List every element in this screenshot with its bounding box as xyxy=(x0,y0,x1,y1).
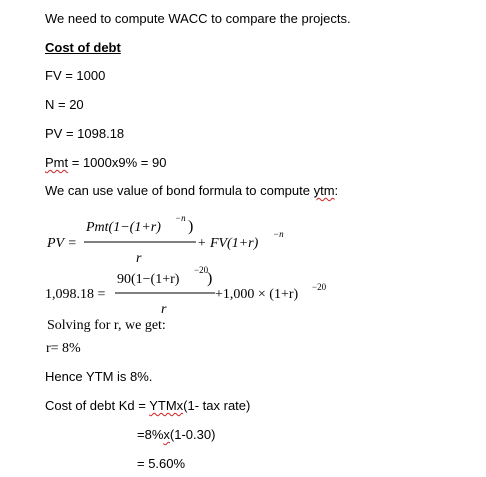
pmt-word: Pmt xyxy=(45,155,69,170)
formula2-numerator: 90(1−(1+r) xyxy=(117,272,180,287)
kd-prefix: Cost of debt Kd = xyxy=(45,398,150,413)
bond-value-numeric-formula xyxy=(45,265,327,317)
formula1-num-exponent: −n xyxy=(175,213,186,223)
calc1-line xyxy=(137,427,215,443)
calc1-x-word: x xyxy=(163,427,170,442)
kd-rest: (1- tax rate) xyxy=(183,398,251,413)
formula1-num-close: ) xyxy=(188,218,194,235)
pv-line: PV = 1098.18 xyxy=(45,126,125,141)
pmt-rest: = 1000x9% = 90 xyxy=(68,155,167,170)
kd-line xyxy=(45,398,250,414)
calc2-line: = 5.60% xyxy=(137,456,186,471)
kd-ytmx-word: YTMx xyxy=(149,398,184,413)
fv-line: FV = 1000 xyxy=(45,68,106,83)
formula1-numerator: Pmt(1−(1+r) xyxy=(86,220,161,235)
formula-intro-tail: : xyxy=(334,183,339,198)
ytm-word: ytm xyxy=(313,183,335,198)
n-line: N = 20 xyxy=(45,97,84,112)
formula2-num-close: ) xyxy=(207,270,213,287)
solving-line: Solving for r, we get: xyxy=(47,318,166,333)
formula-intro-text: We can use value of bond formula to compute xyxy=(45,183,314,198)
r-result-line: r= 8% xyxy=(46,341,81,356)
formula2-plus-term: +1,000 × (1+r) xyxy=(215,287,299,302)
formula1-plus-term: + FV(1+r) xyxy=(197,236,259,251)
formula2-denominator: r xyxy=(161,302,167,317)
section-heading: Cost of debt xyxy=(45,40,121,55)
calc1-rest: (1-0.30) xyxy=(169,427,216,442)
formula1-lhs: PV = xyxy=(47,236,77,251)
formula2-lhs: 1,098.18 = xyxy=(45,287,106,302)
calc1-prefix: =8% xyxy=(137,427,164,442)
intro-line: We need to compute WACC to compare the projects. xyxy=(45,11,351,26)
formula2-num-exponent: −20 xyxy=(194,265,209,275)
hence-line: Hence YTM is 8%. xyxy=(45,369,153,384)
formula1-plus-exponent: −n xyxy=(273,229,284,239)
formula1-denominator: r xyxy=(136,251,142,266)
formula2-plus-exponent: −20 xyxy=(312,282,327,292)
bond-value-formula xyxy=(46,213,284,266)
